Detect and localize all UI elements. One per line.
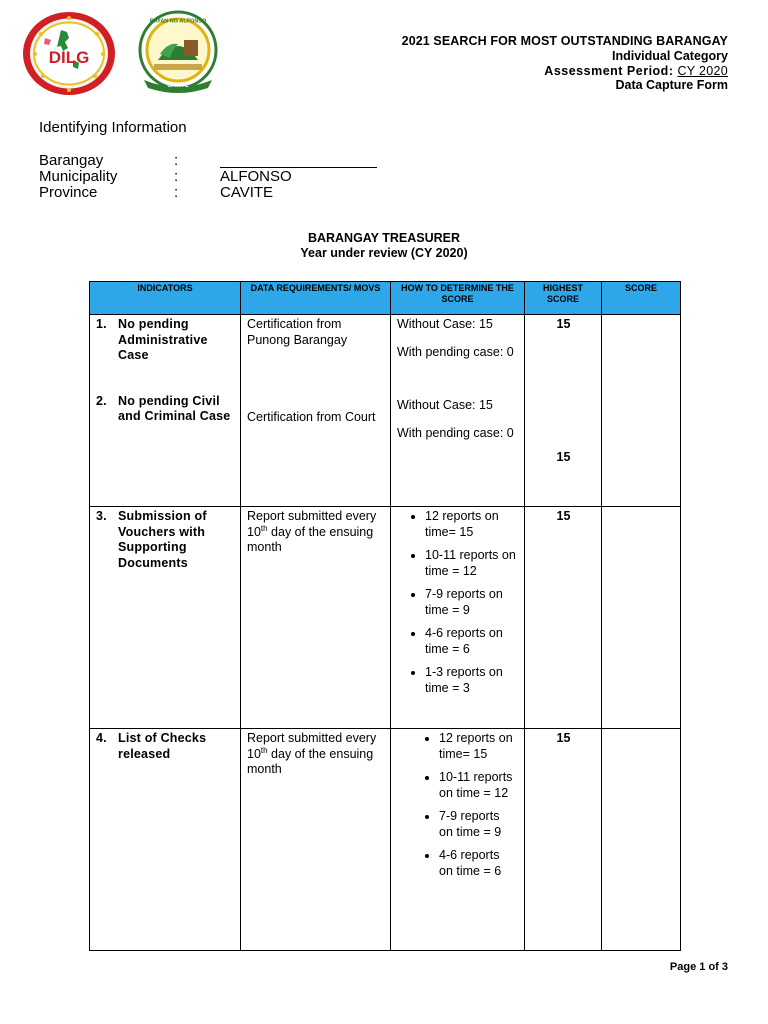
criteria-text: Without Case: 15 bbox=[397, 317, 493, 331]
criteria-text: Without Case: 15 bbox=[397, 398, 493, 412]
province-colon: : bbox=[174, 184, 179, 201]
list-item: • 10-11 reports on time = 12 bbox=[439, 770, 516, 801]
criteria-cell bbox=[391, 315, 525, 507]
indicator-text: List of Checks released bbox=[118, 731, 207, 761]
indicator-item bbox=[96, 731, 235, 762]
indicator-cell bbox=[90, 315, 241, 507]
indicator-text: No pending Administrative Case bbox=[118, 317, 208, 362]
section-title: BARANGAY TREASURER bbox=[307, 231, 461, 245]
header-data-requirements: DATA REQUIREMENTS/ MOVS bbox=[241, 282, 391, 315]
score-input-cell[interactable] bbox=[602, 507, 681, 729]
list-item: • 7-9 reports on time = 9 bbox=[425, 587, 519, 618]
criteria-table bbox=[89, 281, 681, 951]
indicator-item bbox=[96, 317, 235, 364]
municipality-colon: : bbox=[174, 168, 179, 185]
indicator-item bbox=[96, 394, 235, 425]
indicator-number: 2. bbox=[96, 393, 107, 408]
highest-score-value: 15 bbox=[556, 509, 571, 523]
list-item: • 12 reports on time= 15 bbox=[439, 731, 516, 762]
page-number: Page 1 of 3 bbox=[669, 961, 728, 973]
dilg-logo-text: DILG bbox=[48, 48, 90, 67]
criteria-list bbox=[411, 731, 516, 879]
seal-arc-text: BAYAN NG ALFONSO bbox=[149, 18, 207, 25]
highest-score-value: 15 bbox=[556, 731, 571, 745]
highest-score-cell bbox=[525, 729, 602, 951]
indicator-cell bbox=[90, 729, 241, 951]
header-score: SCORE bbox=[602, 282, 681, 315]
table-header-row bbox=[90, 282, 681, 315]
highest-score-value: 15 bbox=[556, 317, 571, 331]
identifying-info-heading: Identifying Information bbox=[39, 119, 187, 136]
criteria-text: With pending case: 0 bbox=[397, 344, 514, 359]
municipality-value: ALFONSO bbox=[220, 168, 292, 185]
list-item: • 4-6 reports on time = 6 bbox=[439, 848, 516, 879]
mov-text: Certification from Court bbox=[247, 410, 376, 424]
highest-score-value: 15 bbox=[556, 449, 571, 464]
mov-cell bbox=[241, 507, 391, 729]
mov-text: Certification from Punong Barangay bbox=[247, 317, 348, 347]
indicator-text: Submission of Vouchers with Supporting Documents bbox=[118, 509, 207, 570]
mov-text: Report submitted every 10th day of the ensuing month bbox=[247, 509, 377, 554]
barangay-seal-logo bbox=[130, 10, 226, 98]
section-subtitle: Year under review (CY 2020) bbox=[300, 246, 468, 260]
header-indicators: INDICATORS bbox=[90, 282, 241, 315]
municipality-label: Municipality bbox=[39, 168, 118, 185]
list-item: • 12 reports on time= 15 bbox=[425, 509, 519, 540]
header-highest-score: HIGHEST SCORE bbox=[525, 282, 602, 315]
list-item: • 7-9 reports on time = 9 bbox=[439, 809, 516, 840]
highest-score-cell bbox=[525, 315, 602, 507]
list-item: • 1-3 reports on time = 3 bbox=[425, 665, 519, 696]
indicator-number: 4. bbox=[96, 731, 107, 745]
indicator-text: No pending Civil and Criminal Case bbox=[118, 393, 231, 423]
score-input-cell[interactable] bbox=[602, 729, 681, 951]
document-title: 2021 SEARCH FOR MOST OUTSTANDING BARANGAY bbox=[401, 34, 728, 48]
table-row bbox=[90, 315, 681, 507]
seal-banner-text: CAVITE bbox=[167, 83, 189, 89]
mov-cell bbox=[241, 315, 391, 507]
mov-text: Report submitted every 10th day of the ensuing month bbox=[247, 731, 377, 776]
barangay-label: Barangay bbox=[39, 152, 104, 169]
assessment-period-label: Assessment Period: bbox=[544, 64, 674, 78]
criteria-cell bbox=[391, 507, 525, 729]
province-label: Province bbox=[39, 184, 98, 201]
form-name: Data Capture Form bbox=[615, 78, 728, 92]
indicator-cell bbox=[90, 507, 241, 729]
list-item: • 10-11 reports on time = 12 bbox=[425, 548, 519, 579]
criteria-text: With pending case: 0 bbox=[397, 425, 514, 440]
criteria-list bbox=[397, 509, 519, 696]
list-item: • 4-6 reports on time = 6 bbox=[425, 626, 519, 657]
indicator-item bbox=[96, 509, 235, 571]
assessment-period bbox=[544, 64, 728, 79]
table-row bbox=[90, 729, 681, 951]
barangay-colon: : bbox=[174, 152, 179, 169]
assessment-period-value: CY 2020 bbox=[677, 64, 728, 78]
highest-score-cell bbox=[525, 507, 602, 729]
header-how-to-determine: HOW TO DETERMINE THE SCORE bbox=[391, 282, 525, 315]
criteria-cell bbox=[391, 729, 525, 951]
mov-cell bbox=[241, 729, 391, 951]
indicator-number: 3. bbox=[96, 509, 107, 523]
dilg-logo bbox=[21, 10, 117, 97]
province-value: CAVITE bbox=[220, 184, 274, 201]
score-input-cell[interactable] bbox=[602, 315, 681, 507]
table-row bbox=[90, 507, 681, 729]
category-label: Individual Category bbox=[612, 49, 728, 63]
indicator-number: 1. bbox=[96, 317, 107, 331]
